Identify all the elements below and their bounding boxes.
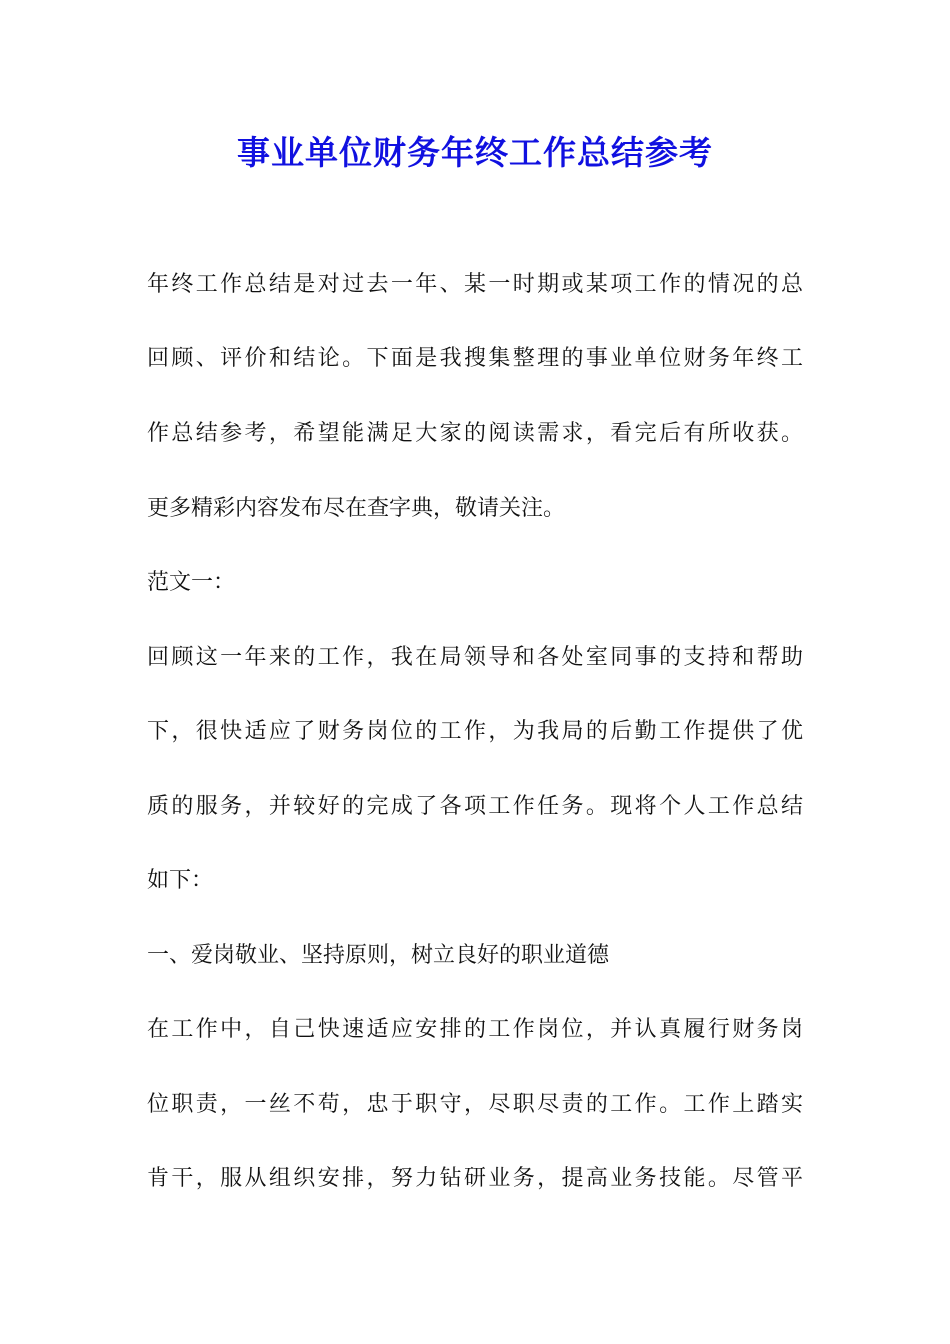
paragraph-line: 质的服务，并较好的完成了各项工作任务。现将个人工作总结 xyxy=(147,794,803,819)
document-title: 事业单位财务年终工作总结参考 xyxy=(237,133,713,172)
paragraph-line: 如下： xyxy=(147,868,214,893)
paragraph-line: 回顾、评价和结论。下面是我搜集整理的事业单位财务年终工 xyxy=(147,346,803,371)
section-label: 范文一： xyxy=(147,570,236,595)
section-heading: 一、爱岗敬业、坚持原则，树立良好的职业道德 xyxy=(147,943,610,968)
paragraph-line: 作总结参考，希望能满足大家的阅读需求，看完后有所收获。 xyxy=(147,421,803,446)
paragraph-line: 位职责，一丝不苟，忠于职守，尽职尽责的工作。工作上踏实 xyxy=(147,1092,803,1117)
paragraph-line: 回顾这一年来的工作，我在局领导和各处室同事的支持和帮助 xyxy=(147,645,803,670)
paragraph-line: 年终工作总结是对过去一年、某一时期或某项工作的情况的总 xyxy=(147,272,803,297)
paragraph-line: 下，很快适应了财务岗位的工作，为我局的后勤工作提供了优 xyxy=(147,719,803,744)
paragraph-line: 肯干，服从组织安排，努力钻研业务，提高业务技能。尽管平 xyxy=(147,1166,803,1191)
paragraph-line: 更多精彩内容发布尽在查字典，敬请关注。 xyxy=(147,496,566,521)
paragraph-line: 在工作中，自己快速适应安排的工作岗位，并认真履行财务岗 xyxy=(147,1017,803,1042)
